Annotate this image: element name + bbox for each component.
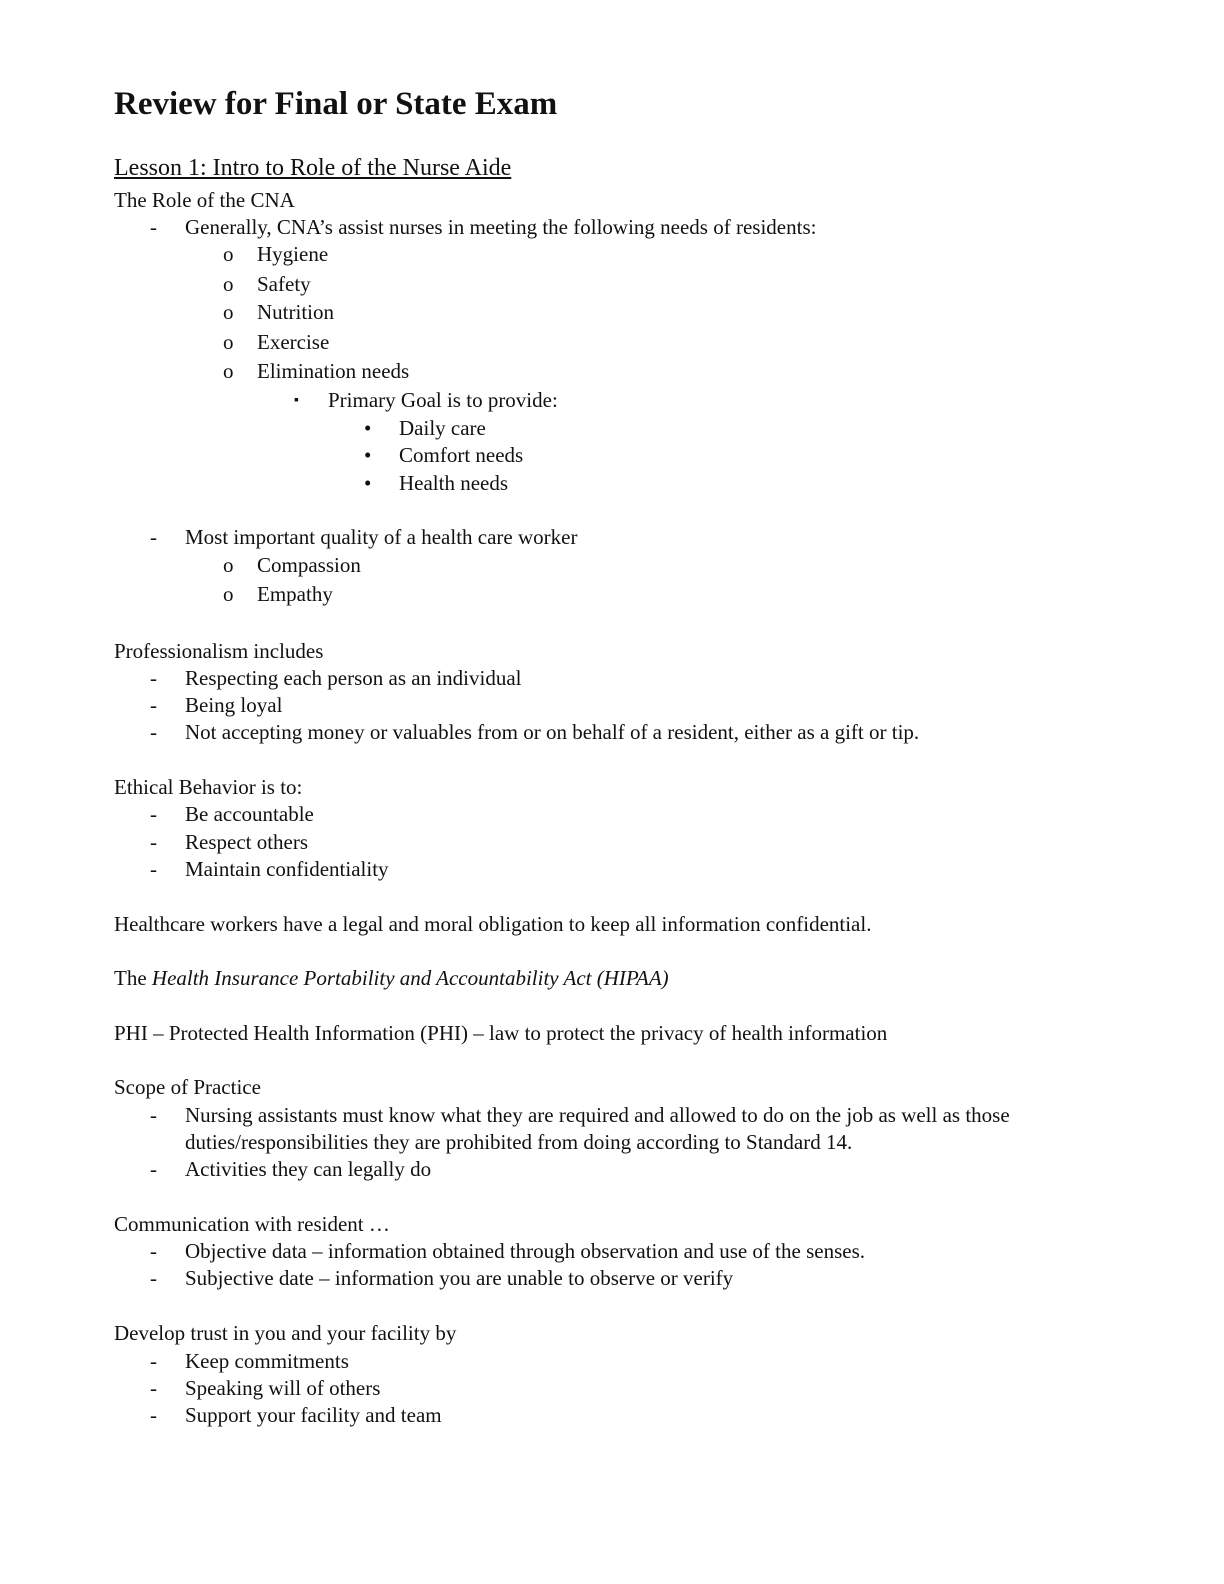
trust-item: Speaking will of others <box>185 1376 381 1400</box>
quality-heading: Most important quality of a health care worker <box>185 525 578 549</box>
communication-item: Objective data – information obtained through observation and use of the senses. <box>185 1239 865 1263</box>
quality-item: Compassion <box>257 553 361 577</box>
professionalism-item: Not accepting money or valuables from or on behalf of a resident, either as a gift or tip. <box>185 720 920 744</box>
trust-heading: Develop trust in you and your facility by <box>114 1321 457 1345</box>
dash-icon: - <box>150 215 157 239</box>
goal-item: Daily care <box>399 416 486 440</box>
professionalism-item: Respecting each person as an individual <box>185 666 522 690</box>
need-item: Safety <box>257 272 311 296</box>
dash-icon: - <box>150 802 157 826</box>
scope-heading: Scope of Practice <box>114 1075 261 1099</box>
hipaa-line <box>114 965 669 992</box>
hipaa-name: Health Insurance Portability and Accountability Act (HIPAA) <box>151 966 669 990</box>
dash-icon: - <box>150 1403 157 1427</box>
dash-icon: - <box>150 720 157 744</box>
dash-icon: - <box>150 1376 157 1400</box>
need-item: Exercise <box>257 330 330 354</box>
dot-bullet-icon: • <box>364 443 372 467</box>
need-item: Elimination needs <box>257 359 410 383</box>
professionalism-item: Being loyal <box>185 693 283 717</box>
need-item: Nutrition <box>257 300 334 324</box>
dot-bullet-icon: • <box>364 471 372 495</box>
dash-icon: - <box>150 666 157 690</box>
role-intro: Generally, CNA’s assist nurses in meeting the following needs of residents: <box>185 215 817 239</box>
dot-bullet-icon: • <box>364 416 372 440</box>
dash-icon: - <box>150 857 157 881</box>
square-bullet-icon: ▪ <box>294 393 299 408</box>
dash-icon: - <box>150 1239 157 1263</box>
dash-icon: - <box>150 1349 157 1373</box>
need-item: Hygiene <box>257 242 329 266</box>
lesson-heading: Lesson 1: Intro to Role of the Nurse Aide <box>114 155 512 181</box>
page-title: Review for Final or State Exam <box>114 86 558 122</box>
circle-bullet-icon: o <box>223 300 234 324</box>
role-heading: The Role of the CNA <box>114 188 295 212</box>
goal-heading: Primary Goal is to provide: <box>328 388 558 412</box>
dash-icon: - <box>150 830 157 854</box>
ethics-item: Respect others <box>185 830 309 854</box>
communication-heading: Communication with resident … <box>114 1212 390 1236</box>
scope-item: Nursing assistants must know what they are required and allowed to do on the job as well as those duties/responsibilities they are prohibited from doing according to Standard 14. <box>185 1103 1010 1154</box>
circle-bullet-icon: o <box>223 359 234 383</box>
circle-bullet-icon: o <box>223 272 234 296</box>
dash-icon: - <box>150 1266 157 1290</box>
circle-bullet-icon: o <box>223 242 234 266</box>
communication-item: Subjective date – information you are unable to observe or verify <box>185 1266 734 1290</box>
goal-item: Comfort needs <box>399 443 524 467</box>
phi-line: PHI – Protected Health Information (PHI) – law to protect the privacy of health information <box>114 1021 888 1045</box>
dash-icon: - <box>150 525 157 549</box>
circle-bullet-icon: o <box>223 582 234 606</box>
scope-item: Activities they can legally do <box>185 1157 432 1181</box>
professionalism-heading: Professionalism includes <box>114 639 324 663</box>
quality-item: Empathy <box>257 582 333 606</box>
ethics-heading: Ethical Behavior is to: <box>114 775 303 799</box>
ethics-item: Be accountable <box>185 802 314 826</box>
ethics-item: Maintain confidentiality <box>185 857 389 881</box>
trust-item: Support your facility and team <box>185 1403 442 1427</box>
goal-item: Health needs <box>399 471 509 495</box>
dash-icon: - <box>150 693 157 717</box>
trust-item: Keep commitments <box>185 1349 349 1373</box>
circle-bullet-icon: o <box>223 553 234 577</box>
circle-bullet-icon: o <box>223 330 234 354</box>
hipaa-prefix: The <box>114 966 152 990</box>
confidentiality-statement: Healthcare workers have a legal and moral obligation to keep all information confidential. <box>114 912 872 936</box>
dash-icon: - <box>150 1157 157 1181</box>
dash-icon: - <box>150 1103 157 1127</box>
